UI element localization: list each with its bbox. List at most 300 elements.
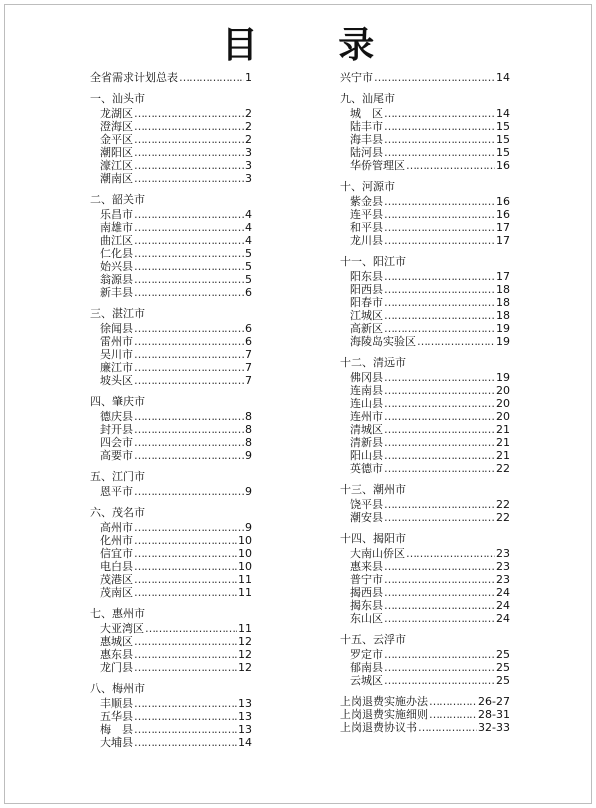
toc-leader-dots xyxy=(384,371,495,384)
toc-entry-name: 郁南县 xyxy=(350,661,383,674)
toc-entry[interactable] xyxy=(340,423,510,436)
toc-entry-page: 22 xyxy=(496,498,510,511)
toc-entry-name: 始兴县 xyxy=(100,260,133,273)
toc-entry-name: 吴川市 xyxy=(100,348,133,361)
toc-section-heading: 八、梅州市 xyxy=(90,682,145,695)
section-gap xyxy=(340,172,510,180)
toc-entry-name: 高要市 xyxy=(100,449,133,462)
toc-leader-dots xyxy=(384,221,495,234)
toc-entry-page: 23 xyxy=(496,547,510,560)
toc-entry-name: 惠城区 xyxy=(100,635,133,648)
toc-leader-dots xyxy=(134,120,244,133)
toc-section-heading: 十三、潮州市 xyxy=(340,483,406,496)
toc-entry-name: 高新区 xyxy=(350,322,383,335)
toc-entry-page: 25 xyxy=(496,674,510,687)
toc-entry-name: 雷州市 xyxy=(100,335,133,348)
toc-entry[interactable] xyxy=(340,599,510,612)
section-gap xyxy=(340,247,510,255)
toc-entry-page: 25 xyxy=(496,648,510,661)
toc-leader-dots xyxy=(134,133,244,146)
toc-entry-page: 13 xyxy=(238,710,252,723)
toc-entry[interactable] xyxy=(90,648,252,661)
toc-entry-page: 7 xyxy=(245,361,252,374)
toc-entry[interactable] xyxy=(340,573,510,586)
toc-leader-dots xyxy=(384,133,495,146)
toc-entry[interactable] xyxy=(340,397,510,410)
toc-entry-page: 12 xyxy=(238,661,252,674)
toc-section-heading: 十四、揭阳市 xyxy=(340,532,406,545)
toc-leader-dots xyxy=(406,547,495,560)
page-title: 目 录 xyxy=(221,25,409,66)
toc-entry[interactable] xyxy=(90,374,252,387)
toc-leader-dots xyxy=(384,234,495,247)
toc-leader-dots xyxy=(384,612,495,625)
toc-entry-page: 3 xyxy=(245,146,252,159)
toc-entry-name: 茂港区 xyxy=(100,573,133,586)
toc-entry[interactable] xyxy=(90,635,252,648)
toc-entry-name: 揭东县 xyxy=(350,599,383,612)
toc-entry-name: 惠东县 xyxy=(100,648,133,661)
toc-entry[interactable] xyxy=(340,234,510,247)
toc-entry-page: 6 xyxy=(245,322,252,335)
toc-leader-dots xyxy=(384,498,495,511)
toc-leader-dots xyxy=(384,674,495,687)
toc-entry-name: 新丰县 xyxy=(100,286,133,299)
toc-leader-dots xyxy=(134,521,244,534)
toc-entry[interactable] xyxy=(90,586,252,599)
toc-entry-page: 14 xyxy=(238,736,252,749)
toc-leader-dots xyxy=(384,322,495,335)
toc-leader-dots xyxy=(134,586,237,599)
toc-entry-name: 和平县 xyxy=(350,221,383,234)
toc-entry-page: 9 xyxy=(245,485,252,498)
toc-leader-dots xyxy=(134,273,244,286)
toc-entry[interactable] xyxy=(90,723,252,736)
section-gap xyxy=(340,524,510,532)
toc-entry[interactable] xyxy=(90,361,252,374)
toc-leader-dots xyxy=(134,208,244,221)
toc-entry[interactable] xyxy=(90,260,252,273)
toc-leader-dots xyxy=(384,661,495,674)
toc-entry[interactable] xyxy=(340,462,510,475)
toc-leader-dots xyxy=(134,723,237,736)
toc-entry-page: 32-33 xyxy=(478,721,510,734)
toc-entry-name: 海丰县 xyxy=(350,133,383,146)
toc-entry-name: 海陵岛实验区 xyxy=(350,335,416,348)
toc-leader-dots xyxy=(134,648,237,661)
toc-entry-name: 翁源县 xyxy=(100,273,133,286)
toc-entry[interactable] xyxy=(90,286,252,299)
toc-entry-page: 5 xyxy=(245,260,252,273)
toc-leader-dots xyxy=(134,534,237,547)
toc-entry-name: 连山县 xyxy=(350,397,383,410)
toc-entry-page: 4 xyxy=(245,208,252,221)
toc-entry-page: 5 xyxy=(245,273,252,286)
toc-entry[interactable] xyxy=(90,234,252,247)
section-gap xyxy=(90,498,252,506)
toc-section-heading: 五、江门市 xyxy=(90,470,145,483)
section-gap xyxy=(340,687,510,695)
toc-entry-name: 茂南区 xyxy=(100,586,133,599)
toc-entry-page: 10 xyxy=(238,547,252,560)
toc-entry-name: 大南山侨区 xyxy=(350,547,405,560)
toc-entry-page: 18 xyxy=(496,309,510,322)
toc-entry-page: 2 xyxy=(245,120,252,133)
toc-entry[interactable] xyxy=(340,384,510,397)
toc-entry-page: 11 xyxy=(238,622,252,635)
toc-entry-name: 高州市 xyxy=(100,521,133,534)
toc-leader-dots xyxy=(384,208,495,221)
toc-leader-dots xyxy=(417,335,495,348)
toc-leader-dots xyxy=(384,309,495,322)
toc-entry[interactable] xyxy=(90,710,252,723)
toc-entry-name: 仁化县 xyxy=(100,247,133,260)
toc-entry[interactable] xyxy=(90,547,252,560)
toc-leader-dots xyxy=(134,436,244,449)
toc-entry-page: 18 xyxy=(496,296,510,309)
toc-entry-page: 15 xyxy=(496,146,510,159)
toc-entry[interactable] xyxy=(90,449,252,462)
toc-entry-name: 廉江市 xyxy=(100,361,133,374)
toc-entry-name: 揭西县 xyxy=(350,586,383,599)
toc-entry-name: 潮阳区 xyxy=(100,146,133,159)
toc-leader-dots xyxy=(134,159,244,172)
toc-entry-name: 恩平市 xyxy=(100,485,133,498)
toc-leader-dots xyxy=(384,107,495,120)
toc-entry-name: 清城区 xyxy=(350,423,383,436)
toc-leader-dots xyxy=(384,195,495,208)
toc-entry-page: 24 xyxy=(496,612,510,625)
toc-entry-page: 12 xyxy=(238,635,252,648)
toc-entry-name: 连州市 xyxy=(350,410,383,423)
toc-entry-page: 9 xyxy=(245,449,252,462)
toc-entry-page: 2 xyxy=(245,107,252,120)
toc-entry[interactable] xyxy=(90,573,252,586)
toc-entry-page: 8 xyxy=(245,423,252,436)
toc-leader-dots xyxy=(134,322,244,335)
toc-entry-name: 城 区 xyxy=(350,107,383,120)
toc-leader-dots xyxy=(384,296,495,309)
toc-entry-name: 佛冈县 xyxy=(350,371,383,384)
toc-leader-dots xyxy=(384,283,495,296)
toc-entry-page: 22 xyxy=(496,511,510,524)
toc-entry-page: 14 xyxy=(496,71,510,84)
toc-leader-dots xyxy=(384,573,495,586)
toc-column-right xyxy=(340,71,510,734)
toc-section-heading: 九、汕尾市 xyxy=(340,92,395,105)
toc-leader-dots xyxy=(384,648,495,661)
toc-entry-name: 梅 县 xyxy=(100,723,133,736)
toc-entry-name: 华侨管理区 xyxy=(350,159,405,172)
toc-section-heading: 一、汕头市 xyxy=(90,92,145,105)
toc-entry-name: 濠江区 xyxy=(100,159,133,172)
toc-entry-page: 21 xyxy=(496,449,510,462)
toc-entry[interactable] xyxy=(90,560,252,573)
toc-entry[interactable] xyxy=(90,120,252,133)
toc-entry[interactable] xyxy=(90,534,252,547)
toc-entry-name: 四会市 xyxy=(100,436,133,449)
toc-entry[interactable] xyxy=(340,661,510,674)
toc-entry-name: 徐闻县 xyxy=(100,322,133,335)
toc-entry-name: 普宁市 xyxy=(350,573,383,586)
section-gap xyxy=(340,348,510,356)
toc-entry-name: 东山区 xyxy=(350,612,383,625)
toc-leader-dots xyxy=(134,146,244,159)
toc-entry[interactable] xyxy=(340,322,510,335)
toc-entry-page: 25 xyxy=(496,661,510,674)
toc-entry-page: 17 xyxy=(496,270,510,283)
toc-entry-name: 清新县 xyxy=(350,436,383,449)
toc-entry[interactable] xyxy=(90,348,252,361)
toc-entry-name: 电白县 xyxy=(100,560,133,573)
section-gap xyxy=(90,387,252,395)
toc-entry-name: 龙门县 xyxy=(100,661,133,674)
toc-leader-dots xyxy=(384,120,495,133)
toc-leader-dots xyxy=(145,622,237,635)
toc-entry-page: 10 xyxy=(238,534,252,547)
toc-entry-name: 潮安县 xyxy=(350,511,383,524)
toc-entry-name: 云城区 xyxy=(350,674,383,687)
toc-entry-page: 20 xyxy=(496,397,510,410)
toc-entry-page: 15 xyxy=(496,120,510,133)
toc-entry-page: 4 xyxy=(245,221,252,234)
toc-entry-page: 21 xyxy=(496,436,510,449)
toc-entry-page: 23 xyxy=(496,560,510,573)
toc-entry[interactable] xyxy=(340,120,510,133)
toc-entry[interactable] xyxy=(340,560,510,573)
toc-entry[interactable] xyxy=(340,648,510,661)
toc-entry[interactable] xyxy=(340,410,510,423)
toc-entry[interactable] xyxy=(340,586,510,599)
toc-entry[interactable] xyxy=(90,661,252,674)
toc-entry-name: 上岗退费协议书 xyxy=(340,721,417,734)
toc-entry-page: 15 xyxy=(496,133,510,146)
toc-entry-page: 9 xyxy=(245,521,252,534)
toc-leader-dots xyxy=(134,348,244,361)
toc-entry[interactable] xyxy=(340,159,510,172)
toc-entry-page: 11 xyxy=(238,573,252,586)
toc-entry-name: 澄海区 xyxy=(100,120,133,133)
toc-entry[interactable] xyxy=(90,736,252,749)
toc-entry-page: 7 xyxy=(245,374,252,387)
toc-entry-page: 20 xyxy=(496,410,510,423)
toc-entry-page: 1 xyxy=(245,71,252,84)
toc-entry[interactable] xyxy=(340,708,510,721)
toc-entry-name: 上岗退费实施细则 xyxy=(340,708,428,721)
toc-entry-page: 21 xyxy=(496,423,510,436)
toc-entry-page: 11 xyxy=(238,586,252,599)
toc-entry-page: 17 xyxy=(496,234,510,247)
section-gap xyxy=(90,674,252,682)
toc-leader-dots xyxy=(384,410,495,423)
toc-leader-dots xyxy=(384,146,495,159)
toc-leader-dots xyxy=(384,560,495,573)
toc-entry-name: 连平县 xyxy=(350,208,383,221)
toc-leader-dots xyxy=(134,286,244,299)
toc-entry-page: 17 xyxy=(496,221,510,234)
toc-leader-dots xyxy=(134,172,244,185)
toc-entry[interactable] xyxy=(340,612,510,625)
toc-leader-dots xyxy=(429,695,477,708)
toc-entry[interactable] xyxy=(90,208,252,221)
toc-entry[interactable] xyxy=(340,436,510,449)
toc-leader-dots xyxy=(179,71,244,84)
toc-entry[interactable] xyxy=(90,146,252,159)
toc-section-heading: 七、惠州市 xyxy=(90,607,145,620)
toc-entry[interactable] xyxy=(340,309,510,322)
toc-entry-name: 封开县 xyxy=(100,423,133,436)
toc-leader-dots xyxy=(134,661,237,674)
toc-leader-dots xyxy=(374,71,495,84)
toc-leader-dots xyxy=(134,361,244,374)
toc-leader-dots xyxy=(134,547,237,560)
toc-leader-dots xyxy=(384,599,495,612)
toc-entry-name: 阳春市 xyxy=(350,296,383,309)
toc-leader-dots xyxy=(134,485,244,498)
toc-entry[interactable] xyxy=(340,71,510,84)
toc-leader-dots xyxy=(134,374,244,387)
toc-entry-page: 7 xyxy=(245,348,252,361)
toc-entry[interactable] xyxy=(90,107,252,120)
toc-entry-name: 连南县 xyxy=(350,384,383,397)
toc-leader-dots xyxy=(134,221,244,234)
toc-entry[interactable] xyxy=(340,195,510,208)
toc-entry[interactable] xyxy=(90,172,252,185)
toc-entry[interactable] xyxy=(90,159,252,172)
toc-entry[interactable] xyxy=(340,283,510,296)
toc-entry-name: 潮南区 xyxy=(100,172,133,185)
toc-entry-name: 大亚湾区 xyxy=(100,622,144,635)
toc-entry-name: 兴宁市 xyxy=(340,71,373,84)
toc-entry-name: 乐昌市 xyxy=(100,208,133,221)
toc-entry[interactable] xyxy=(340,335,510,348)
toc-entry[interactable] xyxy=(90,335,252,348)
toc-leader-dots xyxy=(134,247,244,260)
toc-entry[interactable] xyxy=(90,521,252,534)
toc-entry-name: 江城区 xyxy=(350,309,383,322)
toc-entry-name: 信宜市 xyxy=(100,547,133,560)
toc-section-heading: 三、湛江市 xyxy=(90,307,145,320)
toc-section-heading: 六、茂名市 xyxy=(90,506,145,519)
toc-entry-page: 13 xyxy=(238,697,252,710)
toc-entry-name: 英德市 xyxy=(350,462,383,475)
toc-entry[interactable] xyxy=(340,674,510,687)
toc-entry-name: 上岗退费实施办法 xyxy=(340,695,428,708)
toc-entry-name: 德庆县 xyxy=(100,410,133,423)
toc-entry[interactable] xyxy=(340,511,510,524)
toc-entry-page: 3 xyxy=(245,159,252,172)
toc-leader-dots xyxy=(134,260,244,273)
toc-entry-name: 罗定市 xyxy=(350,648,383,661)
toc-entry-page: 13 xyxy=(238,723,252,736)
toc-entry-name: 龙湖区 xyxy=(100,107,133,120)
toc-entry-name: 化州市 xyxy=(100,534,133,547)
toc-entry[interactable] xyxy=(90,485,252,498)
section-gap xyxy=(340,475,510,483)
toc-entry-name: 五华县 xyxy=(100,710,133,723)
toc-entry-name: 曲江区 xyxy=(100,234,133,247)
toc-leader-dots xyxy=(134,449,244,462)
toc-entry-page: 16 xyxy=(496,208,510,221)
toc-entry[interactable] xyxy=(90,71,252,84)
toc-leader-dots xyxy=(384,511,495,524)
toc-entry-name: 惠来县 xyxy=(350,560,383,573)
toc-entry[interactable] xyxy=(340,296,510,309)
toc-entry-name: 全省需求计划总表 xyxy=(90,71,178,84)
toc-entry-name: 紫金县 xyxy=(350,195,383,208)
toc-column-left xyxy=(90,71,252,749)
toc-entry[interactable] xyxy=(340,208,510,221)
toc-entry-page: 28-31 xyxy=(478,708,510,721)
toc-leader-dots xyxy=(384,586,495,599)
toc-entry[interactable] xyxy=(90,322,252,335)
toc-entry[interactable] xyxy=(340,547,510,560)
toc-entry[interactable] xyxy=(340,695,510,708)
toc-entry-page: 19 xyxy=(496,335,510,348)
toc-leader-dots xyxy=(134,573,237,586)
toc-leader-dots xyxy=(134,234,244,247)
toc-entry-page: 19 xyxy=(496,371,510,384)
toc-entry[interactable] xyxy=(90,622,252,635)
toc-entry-page: 5 xyxy=(245,247,252,260)
toc-entry-name: 南雄市 xyxy=(100,221,133,234)
toc-entry[interactable] xyxy=(90,697,252,710)
toc-entry-name: 阳东县 xyxy=(350,270,383,283)
toc-entry[interactable] xyxy=(340,270,510,283)
toc-entry[interactable] xyxy=(340,449,510,462)
toc-leader-dots xyxy=(384,449,495,462)
toc-entry-page: 4 xyxy=(245,234,252,247)
section-gap xyxy=(90,462,252,470)
toc-entry[interactable] xyxy=(90,423,252,436)
section-gap xyxy=(90,84,252,92)
toc-entry-page: 24 xyxy=(496,599,510,612)
toc-entry-page: 18 xyxy=(496,283,510,296)
toc-entry[interactable] xyxy=(90,221,252,234)
toc-entry[interactable] xyxy=(90,410,252,423)
toc-leader-dots xyxy=(134,560,237,573)
toc-entry-page: 16 xyxy=(496,195,510,208)
toc-entry[interactable] xyxy=(340,498,510,511)
toc-entry[interactable] xyxy=(340,107,510,120)
toc-leader-dots xyxy=(134,635,237,648)
toc-entry[interactable] xyxy=(340,721,510,734)
toc-leader-dots xyxy=(384,436,495,449)
toc-entry[interactable] xyxy=(90,273,252,286)
toc-entry[interactable] xyxy=(90,247,252,260)
toc-entry-name: 陆丰市 xyxy=(350,120,383,133)
toc-entry-page: 8 xyxy=(245,436,252,449)
toc-entry-name: 大埔县 xyxy=(100,736,133,749)
toc-entry-name: 丰顺县 xyxy=(100,697,133,710)
toc-entry-name: 饶平县 xyxy=(350,498,383,511)
toc-entry[interactable] xyxy=(90,436,252,449)
toc-entry[interactable] xyxy=(90,133,252,146)
toc-entry-page: 6 xyxy=(245,286,252,299)
toc-entry[interactable] xyxy=(340,371,510,384)
toc-leader-dots xyxy=(384,384,495,397)
toc-entry-page: 8 xyxy=(245,410,252,423)
toc-entry[interactable] xyxy=(340,146,510,159)
toc-leader-dots xyxy=(134,710,237,723)
toc-entry[interactable] xyxy=(340,221,510,234)
toc-entry[interactable] xyxy=(340,133,510,146)
toc-leader-dots xyxy=(134,736,237,749)
toc-entry-page: 16 xyxy=(496,159,510,172)
toc-entry-page: 22 xyxy=(496,462,510,475)
toc-leader-dots xyxy=(384,423,495,436)
toc-entry-page: 3 xyxy=(245,172,252,185)
